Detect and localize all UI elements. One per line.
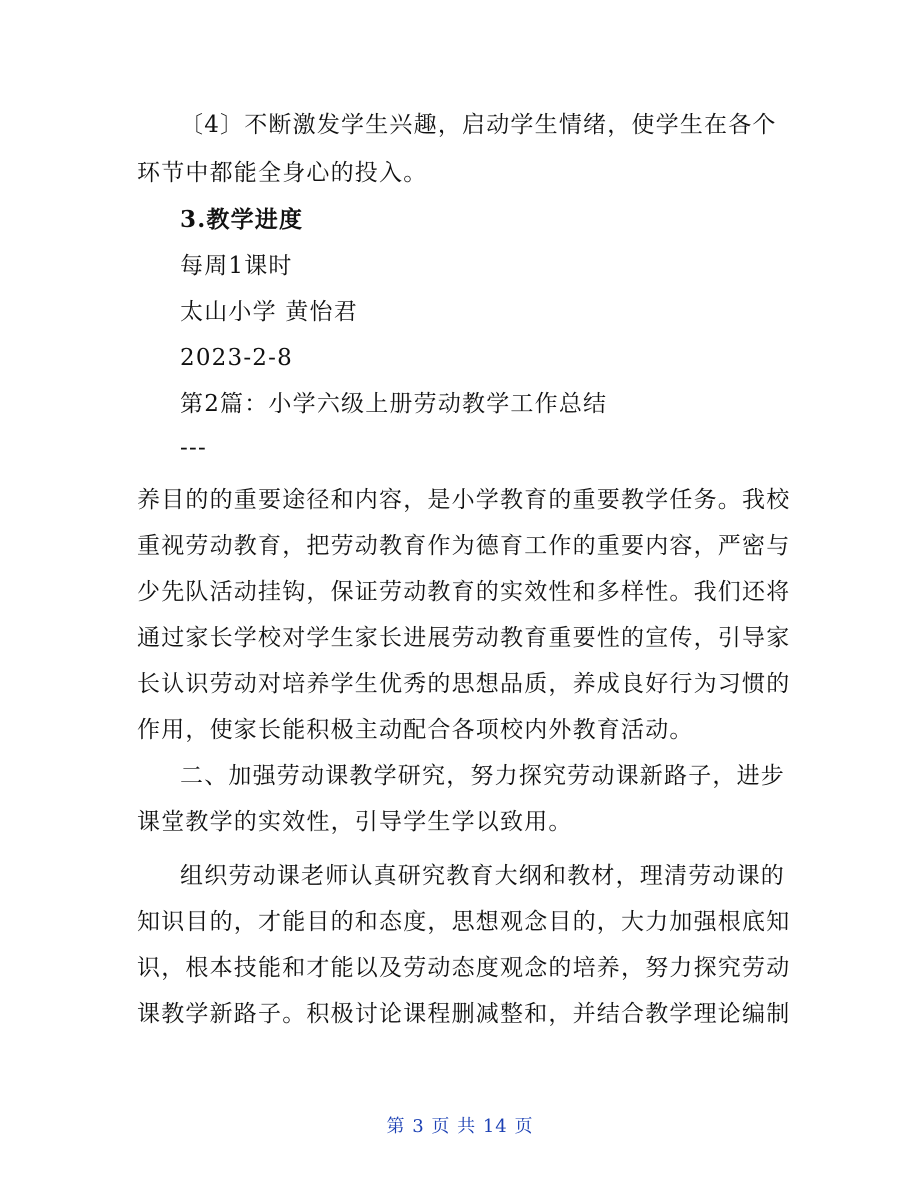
para1-line-4: 通过家长学校对学生家长进展劳动教育重要性的宣传，引导家 xyxy=(137,625,791,651)
para1-line-5: 长认识劳动对培养学生优秀的思想品质，养成良好行为习惯的 xyxy=(137,671,791,697)
para1-line-6: 作用，使家长能积极主动配合各项校内外教育活动。 xyxy=(137,717,694,743)
para1-line-2: 重视劳动教育，把劳动教育作为德育工作的重要内容，严密与 xyxy=(137,533,791,559)
para3-line-1: 组织劳动课老师认真研究教育大纲和教材，理清劳动课的 xyxy=(180,863,785,889)
separator-text: --- xyxy=(180,435,207,461)
schedule-text: 每周1课时 xyxy=(180,253,293,279)
article-title: 第2篇：小学六级上册劳动教学工作总结 xyxy=(180,391,608,417)
intro-line-1: 〔4〕不断激发学生兴趣，启动学生情绪，使学生在各个 xyxy=(180,112,777,138)
date-text: 2023-2-8 xyxy=(180,345,293,371)
page-footer: 第 3 页 共 14 页 xyxy=(386,1116,534,1137)
intro-line-2: 环节中都能全身心的投入。 xyxy=(137,160,428,186)
para3-line-4: 课教学新路子。积极讨论课程删减整和，并结合教学理论编制 xyxy=(137,1001,791,1027)
para1-line-3: 少先队活动挂钩，保证劳动教育的实效性和多样性。我们还将 xyxy=(137,579,791,605)
para1-line-1: 养目的的重要途径和内容，是小学教育的重要教学任务。我校 xyxy=(137,487,791,513)
para2-line-2: 课堂教学的实效性，引导学生学以致用。 xyxy=(137,809,573,835)
author-text: 太山小学 黄怡君 xyxy=(180,299,358,325)
section-heading: 3.教学进度 xyxy=(180,206,304,233)
para2-line-1: 二、加强劳动课教学研究，努力探究劳动课新路子，进步 xyxy=(180,763,785,789)
para3-line-2: 知识目的，才能目的和态度，思想观念目的，大力加强根底知 xyxy=(137,909,791,935)
para3-line-3: 识，根本技能和才能以及劳动态度观念的培养，努力探究劳动 xyxy=(137,955,791,981)
